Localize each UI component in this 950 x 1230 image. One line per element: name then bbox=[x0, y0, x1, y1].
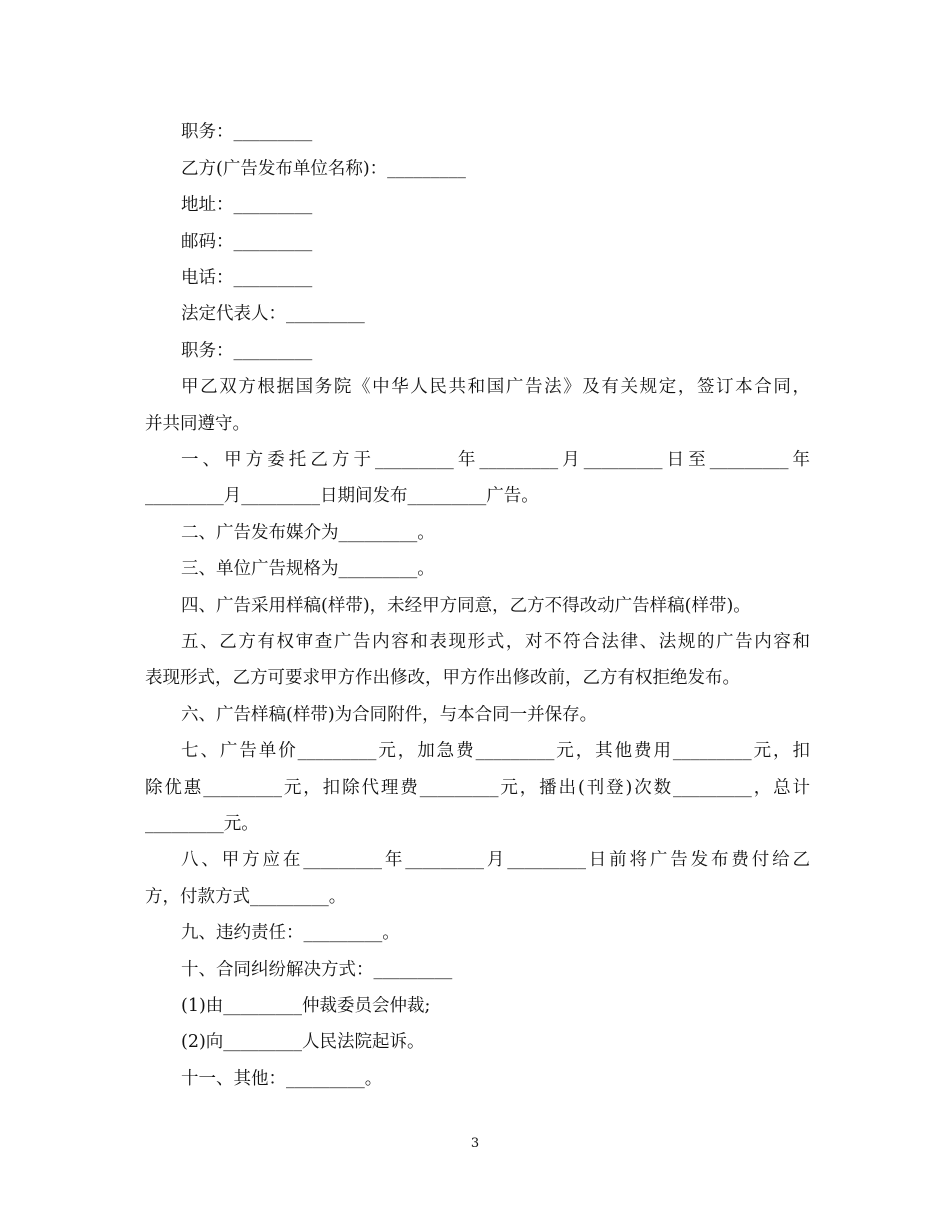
clause-9: 九、违约责任：_________。 bbox=[181, 923, 400, 943]
clause-2: 二、广告发布媒介为_________。 bbox=[181, 523, 435, 543]
clause-1-line-2: _________月_________日期间发布_________广告。 bbox=[145, 486, 539, 506]
clause-10: 十、合同纠纷解决方式：_________ bbox=[181, 960, 453, 980]
party-b-name-line: 乙方(广告发布单位名称)：_________ bbox=[181, 159, 466, 179]
clause-8-line-1: 八、甲方应在_________年_________月_________日前将广告发布费付给乙 bbox=[181, 850, 810, 870]
preamble-line-1: 甲乙双方根据国务院《中华人民共和国广告法》及有关规定，签订本合同， bbox=[181, 377, 810, 397]
clause-6: 六、广告样稿(样带)为合同附件，与本合同一并保存。 bbox=[181, 705, 598, 725]
clause-10-option-2: (2)向_________人民法院起诉。 bbox=[181, 1032, 425, 1052]
legal-rep-line: 法定代表人：_________ bbox=[181, 304, 365, 324]
phone-line: 电话：_________ bbox=[181, 268, 313, 288]
clause-10-option-1: (1)由_________仲裁委员会仲裁; bbox=[181, 996, 431, 1016]
address-line: 地址：_________ bbox=[181, 195, 313, 215]
clause-11: 十一、其他：_________。 bbox=[181, 1069, 383, 1089]
clause-1-line-1: 一、甲方委托乙方于_________年_________月_________日至_________年 bbox=[181, 450, 810, 470]
clause-7-line-3: _________元。 bbox=[145, 814, 259, 834]
page-number: 3 bbox=[470, 1136, 480, 1151]
clause-7-line-2: 除优惠_________元，扣除代理费_________元，播出(刊登)次数_________，总计 bbox=[145, 778, 810, 798]
clause-3: 三、单位广告规格为_________。 bbox=[181, 559, 435, 579]
clause-8-line-2: 方，付款方式_________。 bbox=[145, 887, 347, 907]
title-line-2: 职务：_________ bbox=[181, 341, 313, 361]
clause-4: 四、广告采用样稿(样带)，未经甲方同意，乙方不得改动广告样稿(样带)。 bbox=[181, 596, 751, 616]
postcode-line: 邮码：_________ bbox=[181, 232, 313, 252]
clause-5-line-1: 五、乙方有权审查广告内容和表现形式，对不符合法律、法规的广告内容和 bbox=[181, 632, 810, 652]
clause-5-line-2: 表现形式，乙方可要求甲方作出修改，甲方作出修改前，乙方有权拒绝发布。 bbox=[145, 668, 740, 688]
clause-7-line-1: 七、广告单价_________元，加急费_________元，其他费用_________元，扣 bbox=[181, 741, 810, 761]
title-line-1: 职务：_________ bbox=[181, 122, 313, 142]
preamble-line-2: 并共同遵守。 bbox=[145, 414, 250, 434]
